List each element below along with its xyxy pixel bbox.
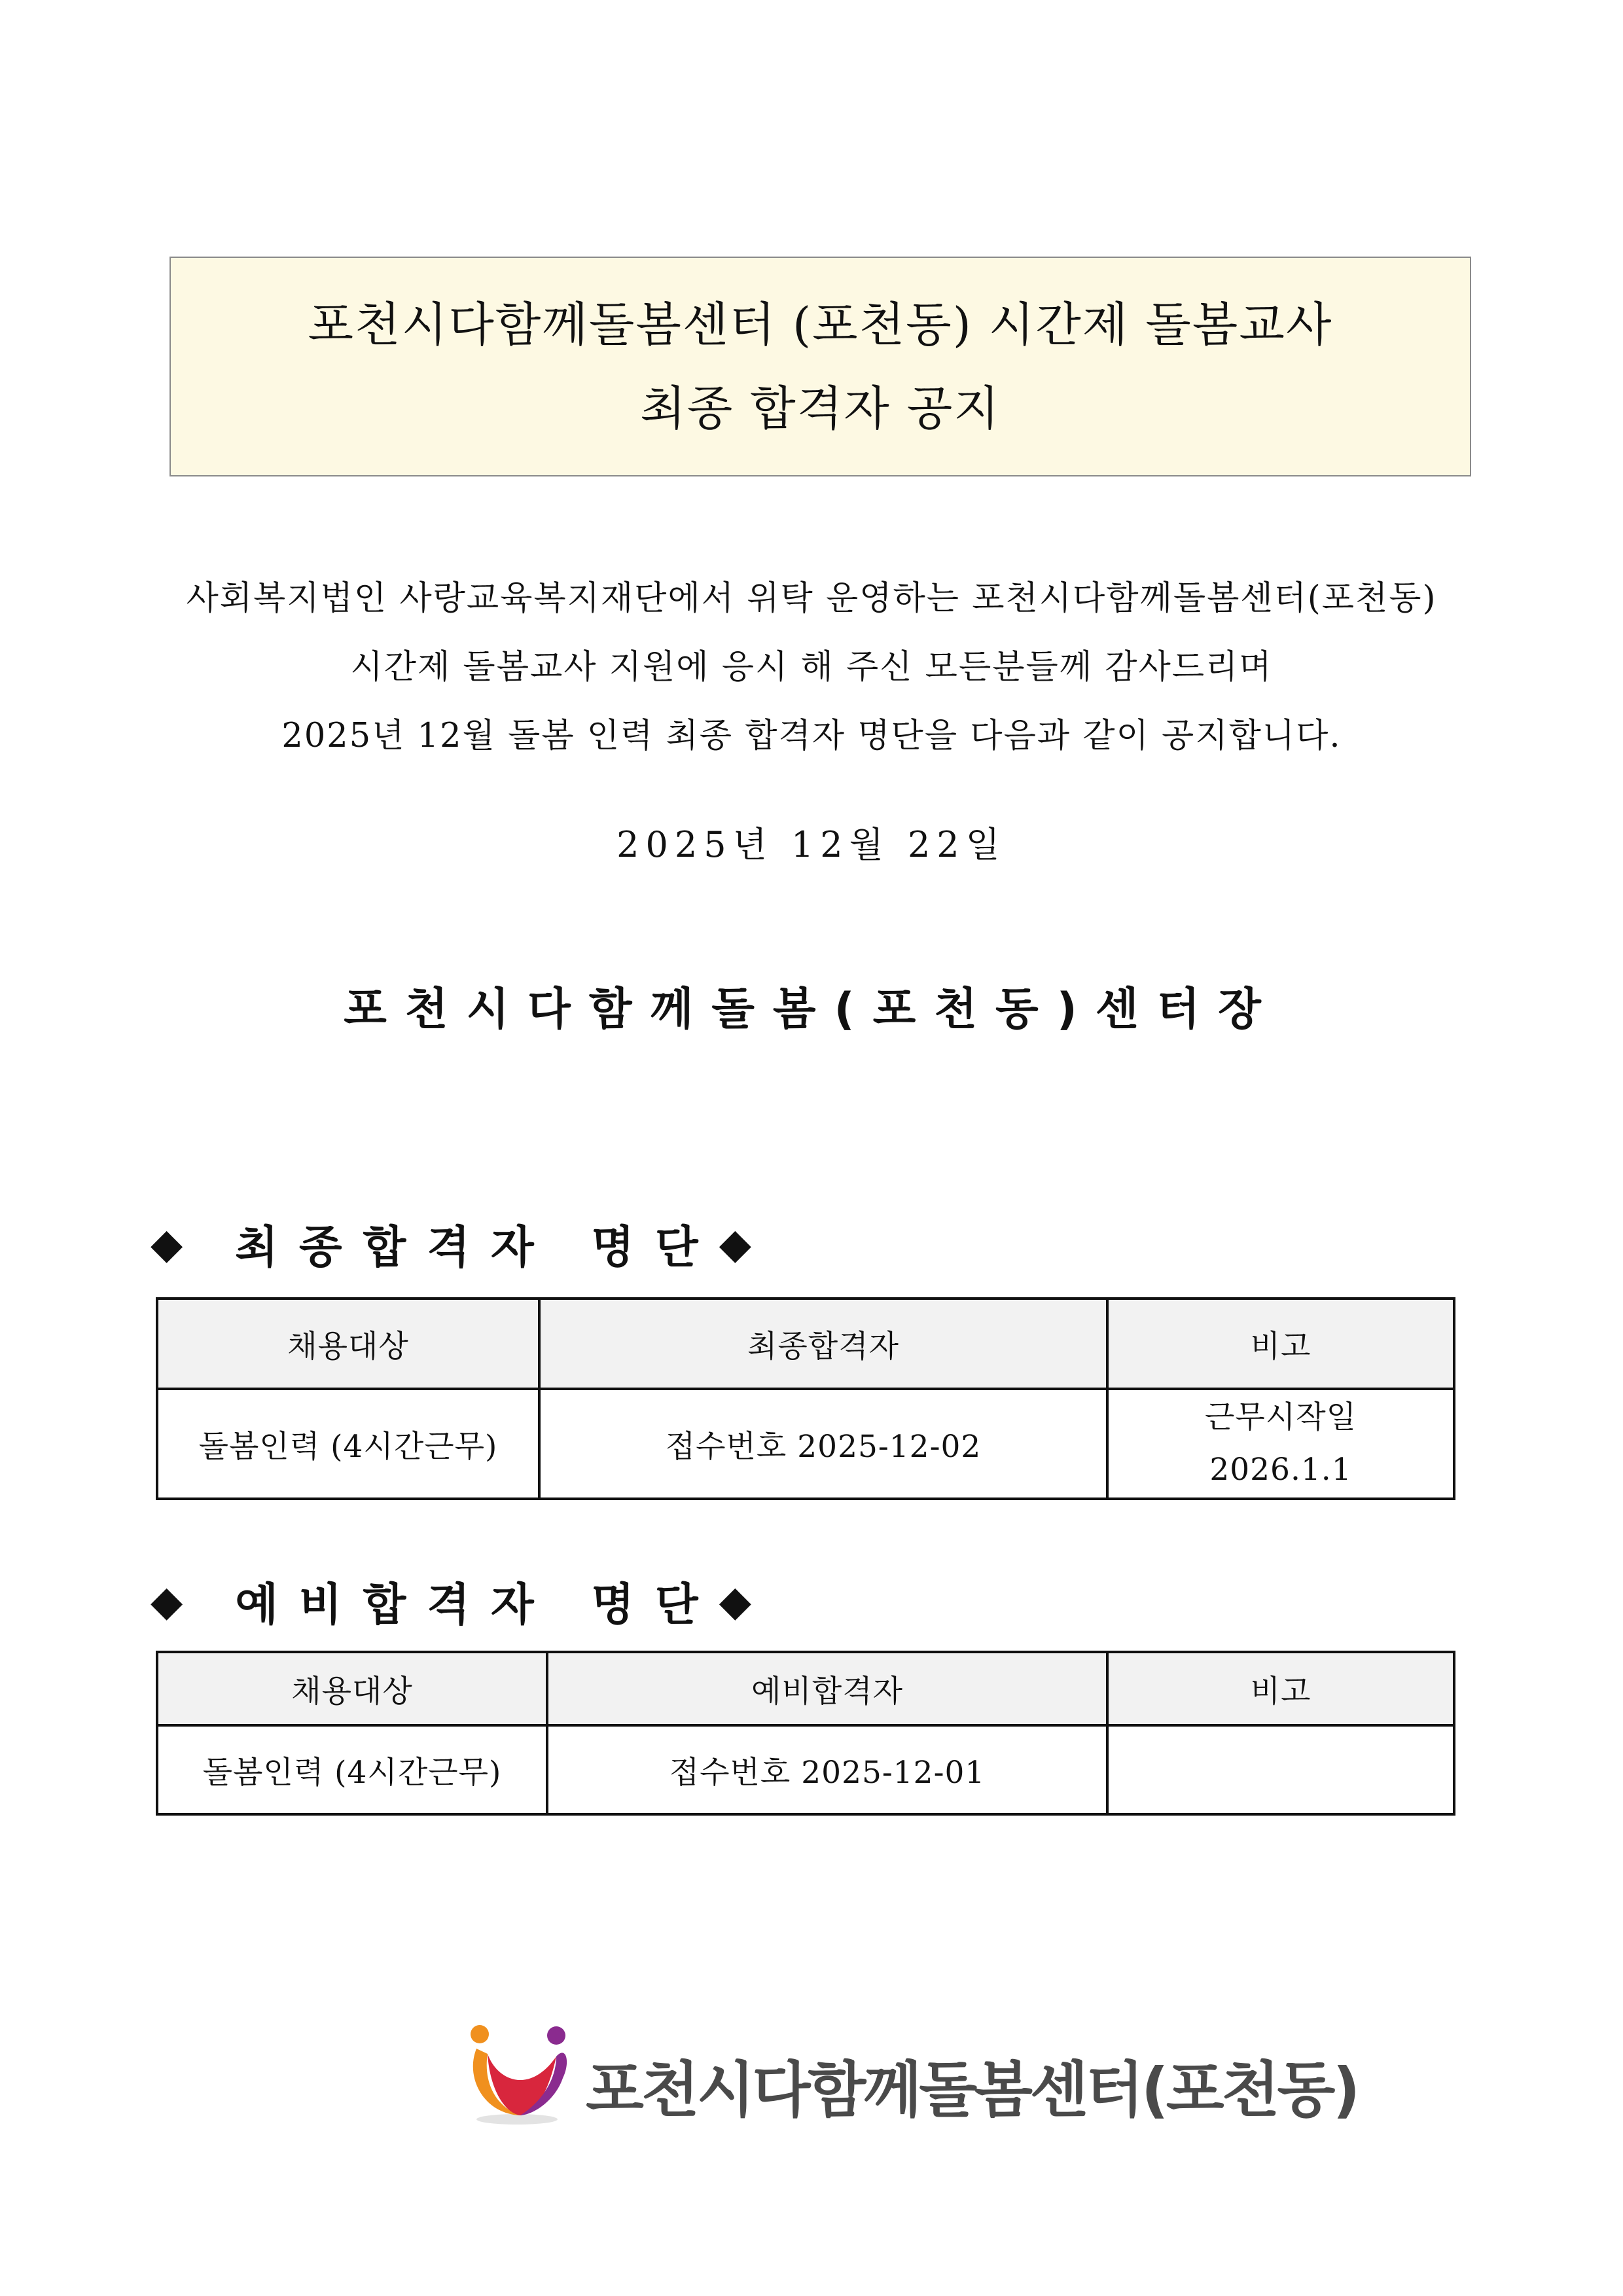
table-header-row (157, 1299, 1454, 1389)
diamond-icon: ◆ (151, 1219, 183, 1268)
intro-line-3: 2025년 12월 돌봄 인력 최종 합격자 명단을 다음과 같이 공지합니다. (281, 717, 1342, 755)
header-cell: 최종합격자 (539, 1299, 1107, 1389)
header-cell: 비고 (1107, 1652, 1454, 1725)
title-box (169, 257, 1471, 476)
applicant-cell: 접수번호 2025-12-01 (547, 1725, 1107, 1814)
table-row (157, 1725, 1454, 1814)
header-cell: 채용대상 (157, 1652, 547, 1725)
reserve-section-heading (151, 1570, 751, 1633)
note-line-2: 2026.1.1 (1209, 1452, 1352, 1488)
diamond-icon: ◆ (151, 1577, 183, 1626)
note-cell (1107, 1725, 1454, 1814)
diamond-icon: ◆ (719, 1219, 751, 1268)
header-cell: 비고 (1107, 1299, 1454, 1389)
note-line-1: 근무시작일 (1204, 1399, 1357, 1435)
intro-line-1: 사회복지법인 사랑교육복지재단에서 위탁 운영하는 포천시다함께돌봄센터(포천동) (186, 579, 1437, 618)
notice-date: 2025년 12월 22일 (616, 824, 1007, 865)
reserve-heading-text: 예비합격자 명단 (235, 1579, 719, 1631)
final-section-heading (151, 1212, 751, 1276)
header-cell: 예비합격자 (547, 1652, 1107, 1725)
intro-line-2: 시간제 돌봄교사 지원에 응시 해 주신 모든분들께 감사드리며 (350, 648, 1273, 687)
final-heading-text: 최종합격자 명단 (235, 1222, 719, 1274)
title-line-1: 포천시다함께돌봄센터 (포천동) 시간제 돌봄교사 (308, 297, 1333, 352)
logo-text: 포천시다함께돌봄센터(포천동) (586, 2055, 1358, 2125)
table-row (157, 1389, 1454, 1499)
target-cell: 돌봄인력 (4시간근무) (157, 1389, 539, 1499)
note-cell (1107, 1389, 1454, 1499)
table-header-row (157, 1652, 1454, 1725)
target-cell: 돌봄인력 (4시간근무) (157, 1725, 547, 1814)
reserve-table (156, 1651, 1455, 1816)
applicant-cell: 접수번호 2025-12-02 (539, 1389, 1107, 1499)
center-director: 포천시다함께돌봄(포천동)센터장 (344, 984, 1279, 1035)
header-cell: 채용대상 (157, 1299, 539, 1389)
heart-people-icon (471, 2025, 567, 2125)
final-table (156, 1297, 1455, 1500)
diamond-icon: ◆ (719, 1577, 751, 1626)
intro-paragraph (118, 564, 1505, 770)
title-line-2: 최종 합격자 공지 (640, 381, 1001, 436)
